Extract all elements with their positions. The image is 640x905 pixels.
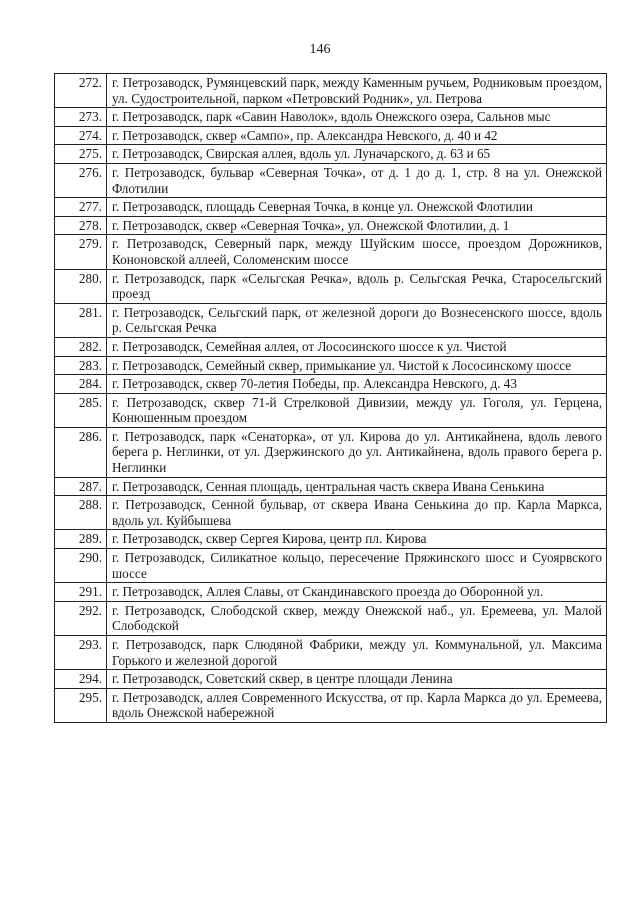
row-description: г. Петрозаводск, площадь Северная Точка, в конце ул. Онежской Флотилии bbox=[107, 198, 607, 217]
row-description: г. Петрозаводск, Семейный сквер, примыкание ул. Чистой к Лососинскому шоссе bbox=[107, 356, 607, 375]
row-number: 295. bbox=[55, 688, 107, 722]
row-number: 285. bbox=[55, 393, 107, 427]
row-description: г. Петрозаводск, Семейная аллея, от Лососинского шоссе к ул. Чистой bbox=[107, 337, 607, 356]
row-number: 282. bbox=[55, 337, 107, 356]
row-number: 279. bbox=[55, 235, 107, 269]
table-row bbox=[55, 198, 607, 217]
row-description: г. Петрозаводск, бульвар «Северная Точка», от д. 1 до д. 1, стр. 8 на ул. Онежской Флотилии bbox=[107, 163, 607, 197]
table-row bbox=[55, 427, 607, 477]
row-number: 283. bbox=[55, 356, 107, 375]
row-number: 273. bbox=[55, 108, 107, 127]
row-description: г. Петрозаводск, парк «Савин Наволок», вдоль Онежского озера, Сальнов мыс bbox=[107, 108, 607, 127]
row-number: 289. bbox=[55, 530, 107, 549]
row-description: г. Петрозаводск, Северный парк, между Шуйским шоссе, проездом Дорожников, Кононовской аллеей, Соломенским шоссе bbox=[107, 235, 607, 269]
row-number: 275. bbox=[55, 145, 107, 164]
row-description: г. Петрозаводск, сквер «Сампо», пр. Александра Невского, д. 40 и 42 bbox=[107, 126, 607, 145]
row-number: 277. bbox=[55, 198, 107, 217]
row-number: 292. bbox=[55, 601, 107, 635]
row-number: 274. bbox=[55, 126, 107, 145]
table-row bbox=[55, 393, 607, 427]
row-number: 294. bbox=[55, 670, 107, 689]
row-description: г. Петрозаводск, Свирская аллея, вдоль ул. Луначарского, д. 63 и 65 bbox=[107, 145, 607, 164]
table-row bbox=[55, 108, 607, 127]
registry-table bbox=[54, 73, 607, 723]
table-row bbox=[55, 145, 607, 164]
row-number: 280. bbox=[55, 269, 107, 303]
row-number: 278. bbox=[55, 216, 107, 235]
row-description: г. Петрозаводск, Силикатное кольцо, пересечение Пряжинского шосс и Суоярвского шоссе bbox=[107, 549, 607, 583]
table-row bbox=[55, 636, 607, 670]
row-description: г. Петрозаводск, сквер 70-летия Победы, пр. Александра Невского, д. 43 bbox=[107, 375, 607, 394]
row-description: г. Петрозаводск, парк Слюдяной Фабрики, между ул. Коммунальной, ул. Максима Горького и железной дорогой bbox=[107, 636, 607, 670]
table-row bbox=[55, 530, 607, 549]
row-description: г. Петрозаводск, парк «Сельгская Речка», вдоль р. Сельгская Речка, Старосельгский проезд bbox=[107, 269, 607, 303]
table-row bbox=[55, 163, 607, 197]
row-description: г. Петрозаводск, Румянцевский парк, между Каменным ручьем, Родниковым проездом, ул. Судостроительной, парком «Петровский Родник», ул. Петрова bbox=[107, 74, 607, 108]
table-row bbox=[55, 477, 607, 496]
row-description: г. Петрозаводск, Советский сквер, в центре площади Ленина bbox=[107, 670, 607, 689]
table-row bbox=[55, 688, 607, 722]
table-row bbox=[55, 74, 607, 108]
table-row bbox=[55, 269, 607, 303]
table-row bbox=[55, 670, 607, 689]
row-description: г. Петрозаводск, парк «Сенаторка», от ул. Кирова до ул. Антикайнена, вдоль левого берега р. Неглинки, от ул. Дзержинского до ул. Антикайнена, вдоль правого берега р. Неглинки bbox=[107, 427, 607, 477]
row-number: 272. bbox=[55, 74, 107, 108]
table-row bbox=[55, 216, 607, 235]
row-number: 284. bbox=[55, 375, 107, 394]
table-row bbox=[55, 375, 607, 394]
row-description: г. Петрозаводск, сквер Сергея Кирова, центр пл. Кирова bbox=[107, 530, 607, 549]
row-description: г. Петрозаводск, аллея Современного Искусства, от пр. Карла Маркса до ул. Еремеева, вдоль Онежской набережной bbox=[107, 688, 607, 722]
table-row bbox=[55, 601, 607, 635]
row-number: 288. bbox=[55, 496, 107, 530]
row-number: 291. bbox=[55, 583, 107, 602]
table-row bbox=[55, 583, 607, 602]
table-row bbox=[55, 337, 607, 356]
row-number: 281. bbox=[55, 303, 107, 337]
table-row bbox=[55, 126, 607, 145]
row-number: 293. bbox=[55, 636, 107, 670]
table-row bbox=[55, 356, 607, 375]
row-number: 287. bbox=[55, 477, 107, 496]
row-description: г. Петрозаводск, Сенная площадь, центральная часть сквера Ивана Сенькина bbox=[107, 477, 607, 496]
table-row bbox=[55, 549, 607, 583]
row-description: г. Петрозаводск, Сельгский парк, от железной дороги до Вознесенского шоссе, вдоль р. Сельгская Речка bbox=[107, 303, 607, 337]
page-number: 146 bbox=[309, 42, 331, 57]
row-description: г. Петрозаводск, Слободской сквер, между Онежской наб., ул. Еремеева, ул. Малой Слободской bbox=[107, 601, 607, 635]
table-row bbox=[55, 303, 607, 337]
row-number: 290. bbox=[55, 549, 107, 583]
table-row bbox=[55, 496, 607, 530]
row-description: г. Петрозаводск, Сенной бульвар, от сквера Ивана Сенькина до пр. Карла Маркса, вдоль ул. Куйбышева bbox=[107, 496, 607, 530]
row-description: г. Петрозаводск, сквер 71-й Стрелковой Дивизии, между ул. Гоголя, ул. Герцена, Конюшенным проездом bbox=[107, 393, 607, 427]
row-description: г. Петрозаводск, Аллея Славы, от Скандинавского проезда до Оборонной ул. bbox=[107, 583, 607, 602]
row-description: г. Петрозаводск, сквер «Северная Точка», ул. Онежской Флотилии, д. 1 bbox=[107, 216, 607, 235]
table-row bbox=[55, 235, 607, 269]
row-number: 286. bbox=[55, 427, 107, 477]
row-number: 276. bbox=[55, 163, 107, 197]
